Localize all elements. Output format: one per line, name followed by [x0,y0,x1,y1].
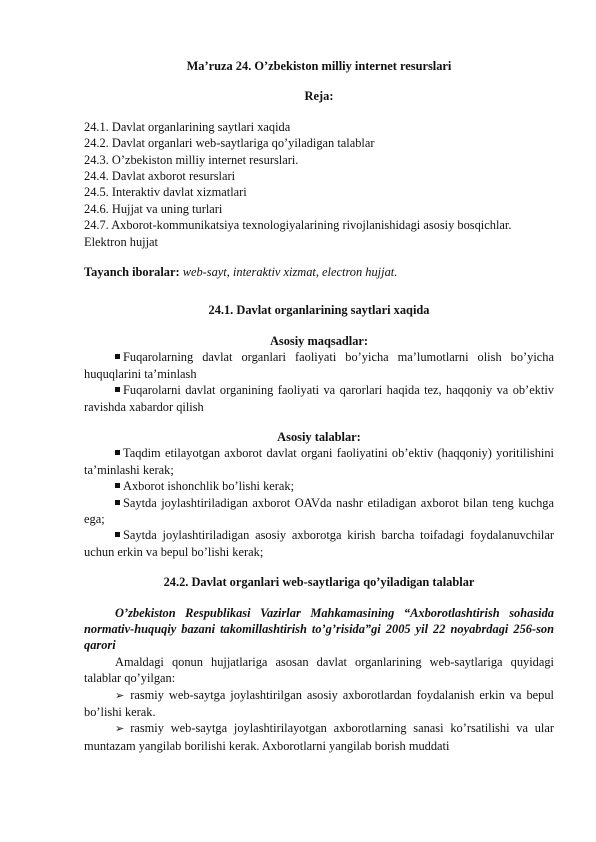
keywords-label: Tayanch iboralar: [84,265,180,280]
requirements-heading: Asosiy talablar: [277,429,361,444]
goal-text: Fuqarolarning davlat organlari faoliyati bo’yicha ma’lumotlarni olish bo’yicha huquqlarini ta’minlash [84,350,554,381]
goal-item [84,382,554,415]
requirement-text: Saytda joylashtiriladigan asosiy axborotga kirish barcha toifadagi foydalanuvchilar uchun erkin va bepul bo’lishi kerak; [84,528,554,559]
section1-heading: 24.1. Davlat organlarining saytlari xaqida [208,303,430,318]
requirement-text: Taqdim etilayotgan axborot davlat organi faoliyatini ob’ektiv (haqqoniy) yoritilishini ta’minlashi kerak; [84,446,554,477]
requirement-item [84,527,554,560]
plan-item: 24.5. Interaktiv davlat xizmatlari [84,185,247,200]
plan-item: 24.3. O’zbekiston milliy internet resurslari. [84,152,299,167]
requirement-item [84,495,554,528]
goals-heading: Asosiy maqsadlar: [269,333,369,348]
decree-text: O’zbekiston Respublikasi Vazirlar Mahkamasining “Axborotlashtirish sohasida normativ-huquqiy bazani takomillashtirish to’g’risida”gi 2005 yil 22 noyabrdagi 256-son qarori [84,605,554,653]
arrow-bullet-icon: ➢ [115,722,125,736]
requirement-item [84,687,554,721]
section2-heading: 24.2. Davlat organlari web-saytlariga qo’yiladigan talablar [163,575,475,590]
requirement-text: rasmiy web-saytga joylashtirilgan asosiy axborotlardan foydalanish erkin va bepul bo’lishi kerak. [84,687,554,719]
square-bullet-icon [115,483,120,488]
plan-item: 24.6. Hujjat va uning turlari [84,201,223,216]
requirement-item [84,445,554,478]
plan-list [84,119,554,250]
square-bullet-icon [115,354,120,359]
plan-item: 24.4. Davlat axborot resurslari [84,169,236,184]
requirement-text: Axborot ishonchlik bo’lishi kerak; [123,479,295,494]
plan-item: 24.1. Davlat organlarining saytlari xaqida [84,119,291,134]
square-bullet-icon [115,500,120,505]
square-bullet-icon [115,532,120,537]
requirement-text: Saytda joylashtiriladigan axborot OAVda nashr etiladigan axborot bilan teng kuchga ega; [84,495,554,526]
plan-heading: Reja: [304,89,334,104]
goal-text: Fuqarolarni davlat organining faoliyati va qarorlari haqida tez, haqqoniy va ob’ektiv ravishda xabardor qilish [84,383,554,414]
requirement-text: rasmiy web-saytga joylashtirilayotgan axborotlarning sanasi ko’rsatilishi va ular muntazam yangilab borilishi kerak. Axborotlarni yangilab borish muddati [84,721,554,753]
document-page [84,58,554,754]
square-bullet-icon [115,387,120,392]
square-bullet-icon [115,450,120,455]
keywords-text: web-sayt, interaktiv xizmat, electron hujjat. [179,265,398,280]
plan-item: 24.7. Axborot-kommunikatsiya texnologiyalarining rivojlanishidagi asosiy bosqichlar. Elektron hujjat [84,218,512,249]
requirement-item [84,478,554,494]
requirement-item [84,720,554,754]
lecture-title: Ma’ruza 24. O’zbekiston milliy internet resurslari [186,59,452,73]
keywords-line [84,264,554,280]
plan-item: 24.2. Davlat organlari web-saytlariga qo’yiladigan talablar [84,136,375,151]
section2-intro: Amaldagi qonun hujjatlariga asosan davlat organlarining web-saytlariga quyidagi talablar qo’yilgan: [84,654,554,686]
arrow-bullet-icon: ➢ [115,688,125,702]
goal-item [84,349,554,382]
